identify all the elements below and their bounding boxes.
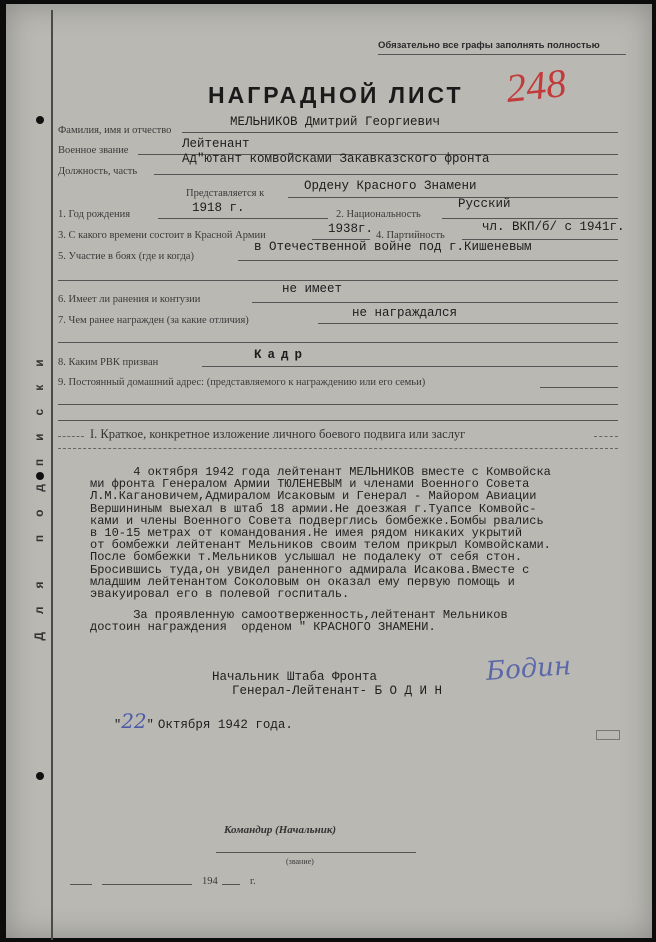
commander-label: Командир (Начальник) xyxy=(224,824,337,836)
year-prefix: 194 xyxy=(202,876,218,887)
birth-value: 1918 г. xyxy=(192,201,245,215)
date-line: "22" Октября 1942 года. xyxy=(114,709,293,733)
awards-value: не награждался xyxy=(352,306,458,320)
field-line xyxy=(58,404,618,405)
field-line xyxy=(288,197,618,198)
rank-label: Военное звание xyxy=(58,145,129,156)
field-line xyxy=(238,260,618,261)
field-line xyxy=(216,852,416,853)
side-text: Для подписки xyxy=(32,341,46,641)
dashed-line xyxy=(58,448,618,449)
field-line xyxy=(70,884,92,885)
army-since-label: 3. С какого времени состоит в Красной Армии xyxy=(58,230,266,241)
dashed-line xyxy=(594,436,618,437)
field-line xyxy=(222,884,240,885)
birth-label: 1. Год рождения xyxy=(58,209,131,220)
party-value: чл. ВКП/б/ с 1941г. xyxy=(482,220,625,234)
narrative-line: ками и члены Военного Совета подверглись бомбежке.Бомбы рвались xyxy=(90,513,544,528)
field-line xyxy=(252,302,618,303)
name-value: МЕЛЬНИКОВ Дмитрий Георгиевич xyxy=(230,115,441,129)
battles-value: в Отечественной войне под г.Кишеневым xyxy=(254,240,532,254)
narrative-line: Л.М.Кагановичем,Адмиралом Исаковым и Генерал - Майором Авиации xyxy=(90,489,537,504)
section-heading: I. Краткое, конкретное изложение личного боевого подвига или заслуг xyxy=(90,427,466,441)
year-g: г. xyxy=(250,876,256,887)
narrative-line: Бросившись туда,он увидел раненного адмирала Исакова.Вместе с xyxy=(90,562,530,577)
field-line xyxy=(102,884,192,885)
battles-label: 5. Участие в боях (где и когда) xyxy=(58,251,194,262)
field-line xyxy=(158,218,328,219)
narrative-line: Вершининым выехал в штаб 18 армии.Не доезжая г.Туапсе Комвойс- xyxy=(90,501,537,516)
name-label: Фамилия, имя и отчество xyxy=(58,125,172,136)
field-line xyxy=(154,174,618,175)
field-line xyxy=(182,132,618,133)
nominated-value: Ордену Красного Знамени xyxy=(304,179,477,193)
awards-label: 7. Чем ранее награжден (за какие отличия) xyxy=(58,315,249,326)
narrative-line: 4 октября 1942 года лейтенант МЕЛЬНИКОВ вместе с Комвойска xyxy=(90,465,551,479)
nominated-label: Представляется к xyxy=(186,188,265,199)
post-label: Должность, часть xyxy=(58,166,138,177)
nationality-value: Русский xyxy=(458,197,511,211)
field-line xyxy=(58,420,618,421)
conclusion-line: За проявленную самоотверженность,лейтенант Мельников xyxy=(90,608,508,622)
page-title: НАГРАДНОЙ ЛИСТ xyxy=(208,82,464,108)
date-rest: Октября 1942 года. xyxy=(157,718,293,732)
signature-handwritten: Бодин xyxy=(485,651,573,687)
rvk-value: Кадр xyxy=(254,348,309,362)
conclusion xyxy=(90,609,508,633)
field-line xyxy=(58,342,618,343)
narrative-line: в 10-15 метрах от командования.Не имея рядом никаких укрытий xyxy=(90,526,523,541)
signer-title: Начальник Штаба Фронта xyxy=(212,670,378,684)
narrative-line: ми фронта Генералом Армии ТЮЛЕНЕВЫМ и членами Военного Совета xyxy=(90,477,530,492)
field-line xyxy=(318,323,618,324)
rvk-label: 8. Каким РВК призван xyxy=(58,357,159,368)
rank-value: Лейтенант xyxy=(182,137,250,151)
date-day: 22 xyxy=(121,709,147,733)
address-label: 9. Постоянный домашний адрес: (представляемого к награждению или его семьи) xyxy=(58,377,426,388)
punch-hole-icon xyxy=(36,772,44,780)
dashed-line xyxy=(58,436,84,437)
wounds-value: не имеет xyxy=(282,282,343,296)
narrative-line: После бомбежки т.Мельников услышал не подалеку от себя стон. xyxy=(90,550,523,565)
narrative xyxy=(90,466,551,600)
award-sheet xyxy=(6,4,652,938)
narrative-line: эвакуировал его в полевой госпиталь. xyxy=(90,587,350,602)
doc-number: 248 xyxy=(503,59,569,112)
narrative-line: от бомбежки лейтенант Мельников своим телом прикрыл Комвойсками. xyxy=(90,538,551,553)
nationality-label: 2. Национальность xyxy=(336,209,421,220)
field-line xyxy=(58,280,618,281)
field-line xyxy=(442,218,618,219)
field-line xyxy=(202,366,618,367)
rank-caption: (звание) xyxy=(286,857,314,866)
stamp-box xyxy=(596,730,620,740)
conclusion-line: достоин награждения орденом " КРАСНОГО ЗНАМЕНИ. xyxy=(90,620,436,635)
top-note: Обязательно все графы заполнять полностью xyxy=(378,40,600,51)
signer-name: Генерал-Лейтенант- Б О Д И Н xyxy=(232,684,443,698)
army-since-value: 1938г. xyxy=(328,222,374,236)
field-line xyxy=(540,387,618,388)
wounds-label: 6. Имеет ли ранения и контузии xyxy=(58,294,201,305)
narrative-line: младшим лейтенантом Соколовым он оказал ему первую помощь и xyxy=(90,574,515,589)
post-value: Ад"ютант комвойсками Закавказского фронта xyxy=(182,152,490,166)
divider xyxy=(378,54,626,55)
party-label: 4. Партийность xyxy=(376,230,445,241)
punch-hole-icon xyxy=(36,116,44,124)
